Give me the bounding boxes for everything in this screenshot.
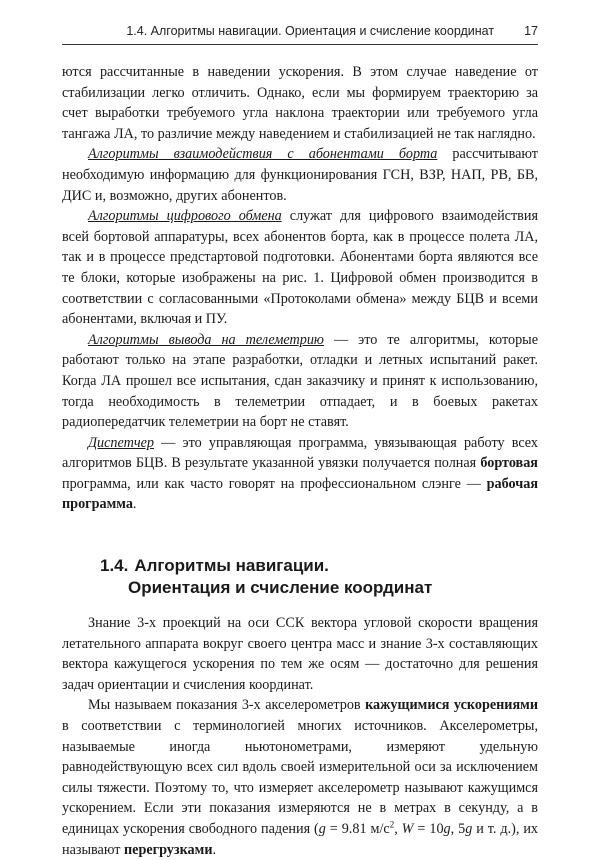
term-digital-exchange: Алгоритмы цифрового обмена — [88, 208, 282, 225]
section-paragraph-2: Мы называем показания 3-х акселерометров кажущимися ускорениями в соответствии с терминологией многих источников. Акселерометры, называемые иногда ньютонометрами, измеряют удельную равнодействующую всех сил вдоль своей измерительной оси за исключением силы тяжести. Поэтому то, что измеряет акселерометр называют кажущимся ускорением. Если эти показания измеряются не в метрах в секунду, а в единицах ускорения свободного падения (g = 9.81 $м/с^2$, W = 10g, 5g и т. д.), их называют перегрузками. — [62, 697, 539, 858]
term-dispatcher: Диспетчер — [88, 434, 155, 451]
section-title-line2: Ориентация и счисление координат — [128, 578, 433, 598]
paragraph-1: ются рассчитанные в наведении ускорения. В этом случае наведение от стабилизации легко отличить. Однако, если мы формируем траекторию за счет выработки требуемого угла наклона траектории или требуемого угла тангажа ЛА, то различие между наведением и стабилизацией не так наглядно. — [62, 64, 538, 142]
page-number: 17 — [524, 24, 538, 38]
term-onboard-interaction: Алгоритмы взаимодействия с абонентами борта — [88, 146, 438, 163]
section-heading — [100, 555, 538, 599]
paragraph-dispatcher: Диспетчер — это управляющая программа, увязывающая работу всех алгоритмов БЦВ. В результате указанной увязки получается полная бортовая программа, или как часто говорят на профессиональном слэнге — рабочая программа. — [62, 434, 538, 513]
paragraph-digital-exchange: Алгоритмы цифрового обмена служат для цифрового взаимодействия всей бортовой аппаратуры, всех абонентов борта, как в процессе полета ЛА, так и в процессе предстартовой подготовки. Абонентами борта являются все те блоки, которые изображены на рис. 1. Цифровой обмен производится в соответствии с согласованными «Протоколами обмена» между БЦВ и всеми абонентами, включая и ПУ. — [62, 208, 538, 328]
term-telemetry: Алгоритмы вывода на телеметрию — [88, 331, 324, 348]
section-title-line1: Алгоритмы навигации. — [134, 556, 329, 576]
body-text — [62, 62, 538, 860]
paragraph-onboard-interaction: Алгоритмы взаимодействия с абонентами борта рассчитывают необходимую информацию для функционирования ГСН, ВЗР, НАП, РВ, БВ, ДИС и, возможно, других абонентов. — [62, 146, 538, 204]
paragraph-telemetry: Алгоритмы вывода на телеметрию — это те алгоритмы, которые работают только на этапе разработки, отладки и летных испытаний ракет. Когда ЛА прошел все испытания, сдан заказчику и принят к использованию, тогда необходимость в телеметрии отпадает, и в боевых ракетах радиопередатчик телеметрии на борт не ставят. — [62, 331, 538, 431]
section-number: 1.4. — [100, 556, 129, 576]
section-paragraph-1: Знание 3-х проекций на оси ССК вектора угловой скорости вращения летательного аппарата вокруг своего центра масс и знание 3-х составляющих вектора кажущегося ускорения по тем же осям — достаточно для решения задач ориентации и счисления координат. — [62, 615, 538, 693]
header-rule — [62, 44, 538, 45]
running-header-title: 1.4. Алгоритмы навигации. Ориентация и счисление координат — [126, 24, 495, 38]
running-header — [62, 24, 538, 38]
